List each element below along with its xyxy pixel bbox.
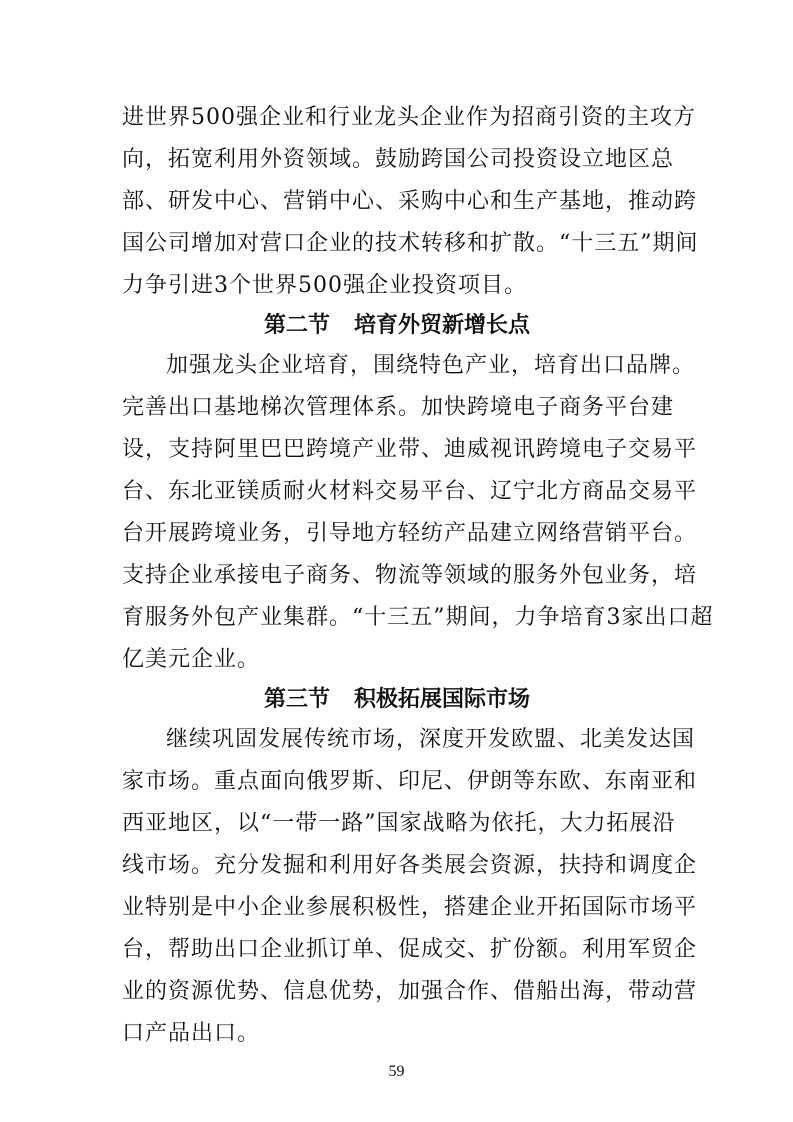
paragraph-line: 线市场。充分发掘和利用好各类展会资源，扶持和调度企 [122, 853, 698, 878]
paragraph-line: 口产品出口。 [122, 1021, 261, 1046]
paragraph-line: 业的资源优势、信息优势，加强合作、借船出海，带动营 [122, 979, 698, 1004]
paragraph-line: 完善出口基地梯次管理体系。加快跨境电子商务平台建 [122, 395, 675, 420]
paragraph-line: 育服务外包产业集群。“十三五”期间，力争培育3家出口超 [122, 605, 714, 630]
section-title: 培育外贸新增长点 [354, 313, 531, 338]
page-number: 59 [388, 1063, 405, 1080]
paragraph-line: 设，支持阿里巴巴跨境产业带、迪威视讯跨境电子交易平 [122, 437, 698, 462]
paragraph-line: 力争引进3个世界500强企业投资项目。 [122, 273, 527, 298]
paragraph-line: 支持企业承接电子商务、物流等领域的服务外包业务，培 [122, 563, 698, 588]
paragraph-line: 西亚地区，以“一带一路”国家战略为依托，大力拓展沿 [122, 811, 676, 836]
paragraph-line: 台开展跨境业务，引导地方轻纺产品建立网络营销平台。 [122, 521, 698, 546]
section-number: 第二节 [263, 313, 330, 338]
paragraph-line: 部、研发中心、营销中心、采购中心和生产基地，推动跨 [122, 189, 698, 214]
paragraph-line: 业特别是中小企业参展积极性，搭建企业开拓国际市场平 [122, 895, 698, 920]
paragraph-line: 继续巩固发展传统市场，深度开发欧盟、北美发达国 [166, 727, 696, 752]
section-heading [122, 306, 672, 346]
paragraph-line: 台、东北亚镁质耐火材料交易平台、辽宁北方商品交易平 [122, 479, 698, 504]
paragraph-line: 台，帮助出口企业抓订单、促成交、扩份额。利用军贸企 [122, 937, 698, 962]
paragraph-line: 亿美元企业。 [122, 647, 261, 672]
paragraph-line: 家市场。重点面向俄罗斯、印尼、伊朗等东欧、东南亚和 [122, 769, 698, 794]
paragraph-line: 加强龙头企业培育，围绕特色产业，培育出口品牌。 [166, 353, 696, 378]
paragraph-line: 向，拓宽利用外资领域。鼓励跨国公司投资设立地区总 [122, 147, 675, 172]
section-title: 积极拓展国际市场 [354, 687, 531, 712]
section-heading [122, 680, 672, 720]
paragraph-line: 国公司增加对营口企业的技术转移和扩散。“十三五”期间 [122, 231, 699, 256]
paragraph-line: 进世界500强企业和行业龙头企业作为招商引资的主攻方 [122, 105, 696, 130]
section-number: 第三节 [263, 687, 330, 712]
